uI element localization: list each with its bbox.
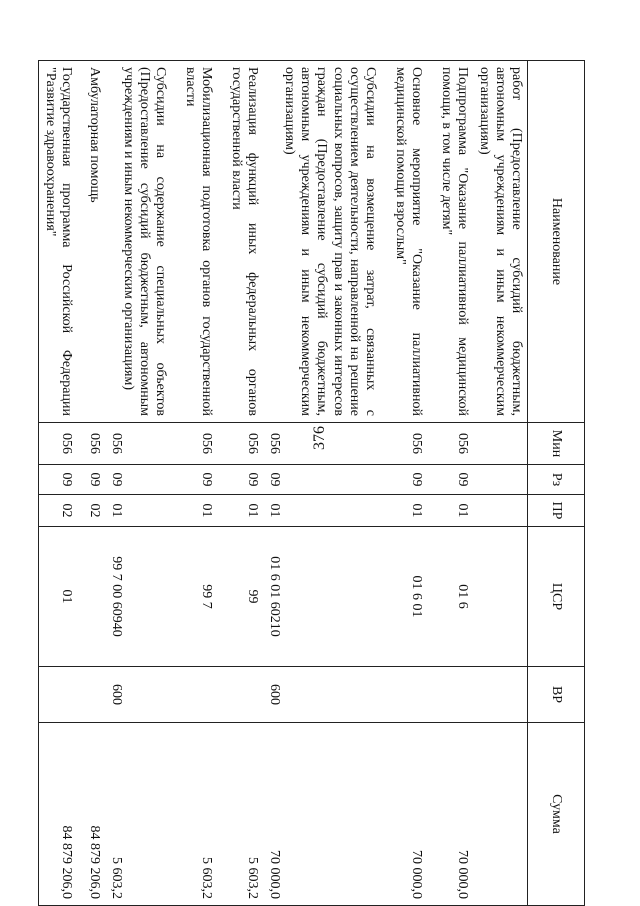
cell-name: Подпрограмма "Оказание паллиативной медицинской помощи, в том числе детям"	[427, 61, 473, 423]
cell-pr: 01	[217, 495, 263, 527]
cell-pr: 01	[381, 495, 427, 527]
cell-name: Основное мероприятие "Оказание паллиативной медицинской помощи взрослым"	[381, 61, 427, 423]
cell-rz	[473, 465, 528, 495]
cell-csr: 01 6	[427, 527, 473, 667]
cell-vr: 600	[263, 667, 381, 723]
cell-rz: 09	[217, 465, 263, 495]
table-row	[381, 61, 427, 906]
cell-min: 056	[381, 423, 427, 465]
cell-min	[473, 423, 528, 465]
cell-name: Мобилизационная подготовка органов государственной власти	[171, 61, 217, 423]
cell-vr: 600	[105, 667, 171, 723]
cell-vr	[171, 667, 217, 723]
cell-min: 056	[171, 423, 217, 465]
cell-min: 056	[427, 423, 473, 465]
table-row	[38, 61, 77, 906]
header-pr: ПР	[528, 495, 585, 527]
table-row	[427, 61, 473, 906]
cell-sum: 84 879 206,0	[77, 723, 105, 906]
cell-name: Амбулаторная помощь	[77, 61, 105, 423]
header-vr: ВР	[528, 667, 585, 723]
budget-table	[38, 60, 585, 906]
cell-sum: 84 879 206,0	[38, 723, 77, 906]
cell-rz: 09	[105, 465, 171, 495]
header-min: Мин	[528, 423, 585, 465]
cell-sum: 70 000,0	[381, 723, 427, 906]
header-name: Наименование	[528, 61, 585, 423]
cell-sum: 5 603,2	[217, 723, 263, 906]
cell-sum: 70 000,0	[263, 723, 381, 906]
cell-vr	[38, 667, 77, 723]
cell-name: Субсидии на содержание специальных объектов (Предоставление субсидий бюджетным, автономным учреждениям и иным некоммерческим организациям)	[105, 61, 171, 423]
header-csr: ЦСР	[528, 527, 585, 667]
cell-name: Субсидии на возмещение затрат, связанных с осуществлением деятельности, направленной на решение социальных вопросов, защиту прав и законных интересов граждан (Предоставление субсидий бюджетным, автономным учреждениям и иным некоммерческим организациям)	[263, 61, 381, 423]
cell-pr: 01	[427, 495, 473, 527]
cell-sum	[473, 723, 528, 906]
cell-min: 056	[77, 423, 105, 465]
table-row	[77, 61, 105, 906]
table-row	[171, 61, 217, 906]
header-sum: Сумма	[528, 723, 585, 906]
cell-min: 056	[105, 423, 171, 465]
cell-rz: 09	[171, 465, 217, 495]
cell-vr	[381, 667, 427, 723]
table-row	[473, 61, 528, 906]
cell-pr: 01	[105, 495, 171, 527]
cell-pr	[473, 495, 528, 527]
cell-rz: 09	[427, 465, 473, 495]
cell-vr	[77, 667, 105, 723]
cell-csr: 99 7	[171, 527, 217, 667]
cell-pr: 02	[77, 495, 105, 527]
cell-vr	[427, 667, 473, 723]
cell-min: 056	[38, 423, 77, 465]
cell-pr: 01	[263, 495, 381, 527]
table-row	[217, 61, 263, 906]
cell-name: работ (Предоставление субсидий бюджетным, автономным учреждениям и иным некоммерческим организациям)	[473, 61, 528, 423]
cell-csr: 99 7 00 60940	[105, 527, 171, 667]
table-row	[105, 61, 171, 906]
budget-table-container	[42, 60, 585, 905]
cell-name: Реализация функций иных федеральных органов государственной власти	[217, 61, 263, 423]
cell-rz: 09	[38, 465, 77, 495]
page-number: 376	[311, 426, 328, 450]
cell-sum: 5 603,2	[105, 723, 171, 906]
cell-min: 056	[217, 423, 263, 465]
cell-sum: 70 000,0	[427, 723, 473, 906]
table-header-row	[528, 61, 585, 906]
cell-csr: 01 6 01 60210	[263, 527, 381, 667]
cell-pr: 02	[38, 495, 77, 527]
cell-rz: 09	[381, 465, 427, 495]
cell-csr: 99	[217, 527, 263, 667]
cell-name: Государственная программа Российской Федерации "Развитие здравоохранения"	[38, 61, 77, 423]
cell-pr: 01	[171, 495, 217, 527]
cell-csr	[473, 527, 528, 667]
cell-sum: 5 603,2	[171, 723, 217, 906]
header-rz: Рз	[528, 465, 585, 495]
cell-rz: 09	[77, 465, 105, 495]
cell-vr	[217, 667, 263, 723]
cell-rz: 09	[263, 465, 381, 495]
table-row	[263, 61, 381, 906]
cell-csr: 01	[38, 527, 77, 667]
cell-vr	[473, 667, 528, 723]
cell-csr: 01 6 01	[381, 527, 427, 667]
cell-min: 056	[263, 423, 381, 465]
cell-csr	[77, 527, 105, 667]
